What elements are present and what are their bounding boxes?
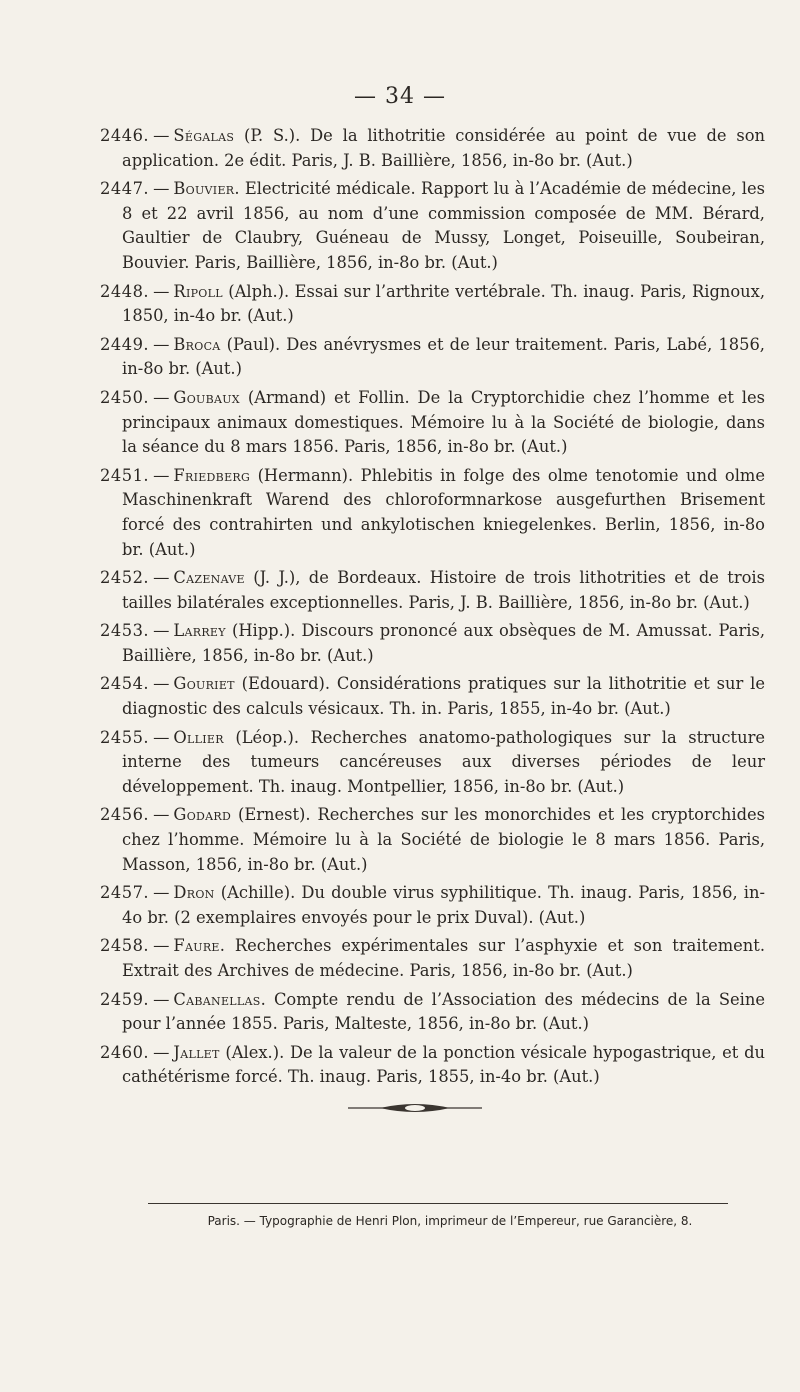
- entry-author: Cabanellas: [173, 989, 261, 1009]
- list-item: 2447. — Bouvier. Electricité médicale. Rapport lu à l’Académie de médecine, les 8 et 22 avril 1856, au nom d’une commission composée de MM. Bérard, Gaultier de Claubry, Guéneau de Mussy, Longet, Poiseuille, Soubeiran, Bouvier. Paris, Baillière, 1856, in-8o br. (Aut.): [100, 179, 765, 272]
- entry-text: (P. S.). De la lithotritie considérée au point de vue de son application. 2e édit. Paris, J. B. Baillière, 1856, in-8o br. (Aut.): [122, 126, 765, 170]
- entry-author: Broca: [173, 334, 221, 354]
- entry-author: Friedberg: [173, 465, 251, 485]
- page-number: — 34 —: [354, 84, 446, 109]
- entry-number: 2457.: [100, 883, 150, 903]
- entry-number: 2456.: [100, 805, 150, 825]
- entry-text: (Léop.). Recherches anatomo-pathologiques sur la structure interne des tumeurs cancéreuses aux diverses périodes de leur développement. Th. inaug. Montpellier, 1856, in-8o br. (Aut.): [122, 727, 765, 796]
- entry-number: 2450.: [100, 387, 150, 407]
- entry-author: Gouriet: [173, 674, 235, 694]
- bibliography-list: [100, 124, 765, 1094]
- entry-text: (Ernest). Recherches sur les monorchides et les cryptorchides chez l’homme. Mémoire lu à la Société de biologie le 8 mars 1856. Paris, Masson, 1856, in-8o br. (Aut.): [122, 805, 765, 874]
- entry-number: 2446.: [100, 126, 150, 145]
- entry-number: 2454.: [100, 674, 150, 694]
- list-item: 2455. — Ollier (Léop.). Recherches anatomo-pathologiques sur la structure interne des tumeurs cancéreuses aux diverses périodes de leur développement. Th. inaug. Montpellier, 1856, in-8o br. (Aut.): [100, 727, 765, 796]
- list-item: 2457. — Dron (Achille). Du double virus syphilitique. Th. inaug. Paris, 1856, in-4o br. (2 exemplaires envoyés pour le prix Duval). (Aut.): [100, 883, 765, 927]
- list-item: 2456. — Godard (Ernest). Recherches sur les monorchides et les cryptorchides chez l’homme. Mémoire lu à la Société de biologie le 8 mars 1856. Paris, Masson, 1856, in-8o br. (Aut.): [100, 805, 765, 874]
- entry-author: Ségalas: [173, 126, 235, 145]
- entry-author: Goubaux: [173, 387, 240, 407]
- entry-author: Faure: [173, 936, 220, 956]
- printer-imprint: Paris. — Typographie de Henri Plon, imprimeur de l’Empereur, rue Garancière, 8.: [207, 1214, 693, 1228]
- entry-text: . Electricité médicale. Rapport lu à l’Académie de médecine, les 8 et 22 avril 1856, au nom d’une commission composée de MM. Bérard, Gaultier de Claubry, Guéneau de Mussy, Longet, Poiseuille, Soubeiran, Bouvier. Paris, Baillière, 1856, in-8o br. (Aut.): [122, 179, 765, 272]
- entry-author: Bouvier: [173, 179, 235, 199]
- entry-number: 2449.: [100, 334, 150, 354]
- entry-text: . Compte rendu de l’Association des médecins de la Seine pour l’année 1855. Paris, Malteste, 1856, in-8o br. (Aut.): [122, 989, 765, 1034]
- ornament-divider: [340, 1098, 490, 1118]
- list-item: 2454. — Gouriet (Edouard). Considérations pratiques sur la lithotritie et sur le diagnostic des calculs vésicaux. Th. in. Paris, 1855, in-4o br. (Aut.): [100, 674, 765, 719]
- entry-text: (Hipp.). Discours prononcé aux obsèques de M. Amussat. Paris, Baillière, 1856, in-8o br. (Aut.): [122, 621, 765, 665]
- entry-author: Ripoll: [173, 281, 223, 301]
- entry-number: 2452.: [100, 568, 150, 588]
- entry-author: Jallet: [173, 1042, 220, 1062]
- entry-number: 2448.: [100, 281, 150, 301]
- entry-number: 2451.: [100, 465, 150, 485]
- entry-text: (Alph.). Essai sur l’arthrite vertébrale. Th. inaug. Paris, Rignoux, 1850, in-4o br. (Aut.): [122, 281, 765, 326]
- entry-number: 2453.: [100, 621, 150, 641]
- entry-text: (Hermann). Phlebitis in folge des olme tenotomie und olme Maschinenkraft Warend des chloroformnarkose ausgefurthen Brisement forcé des contrahirten und ankylotischen kniegelenkes. Berlin, 1856, in-8o br. (Aut.): [122, 465, 765, 559]
- list-item: 2453. — Larrey (Hipp.). Discours prononcé aux obsèques de M. Amussat. Paris, Baillière, 1856, in-8o br. (Aut.): [100, 621, 765, 665]
- entry-author: Cazenave: [173, 568, 245, 588]
- entry-number: 2459.: [100, 989, 150, 1009]
- entry-author: Godard: [173, 805, 232, 825]
- entry-number: 2447.: [100, 179, 150, 199]
- entry-number: 2458.: [100, 936, 150, 956]
- list-item: 2460. — Jallet (Alex.). De la valeur de la ponction vésicale hypogastrique, et du cathétérisme forcé. Th. inaug. Paris, 1855, in-4o br. (Aut.): [100, 1042, 765, 1087]
- entry-number: 2455.: [100, 727, 150, 747]
- entry-author: Dron: [173, 883, 215, 903]
- entry-author: Ollier: [173, 727, 224, 747]
- entry-text: (Achille). Du double virus syphilitique. Th. inaug. Paris, 1856, in-4o br. (2 exemplaires envoyés pour le prix Duval). (Aut.): [122, 883, 765, 927]
- entry-number: 2460.: [100, 1042, 150, 1062]
- list-item: 2446. — Ségalas (P. S.). De la lithotritie considérée au point de vue de son application. 2e édit. Paris, J. B. Baillière, 1856, in-8o br. (Aut.): [100, 126, 765, 170]
- list-item: 2452. — Cazenave (J. J.), de Bordeaux. Histoire de trois lithotrities et de trois tailles bilatérales exceptionnelles. Paris, J. B. Baillière, 1856, in-8o br. (Aut.): [100, 568, 765, 612]
- entry-text: (J. J.), de Bordeaux. Histoire de trois lithotrities et de trois tailles bilatérales exceptionnelles. Paris, J. B. Baillière, 1856, in-8o br. (Aut.): [122, 568, 765, 612]
- entry-text: (Armand) et Follin. De la Cryptorchidie chez l’homme et les principaux animaux domestiques. Mémoire lu à la Société de biologie, dans la séance du 8 mars 1856. Paris, 1856, in-8o br. (Aut.): [122, 387, 765, 457]
- list-item: 2448. — Ripoll (Alph.). Essai sur l’arthrite vertébrale. Th. inaug. Paris, Rignoux, 1850, in-4o br. (Aut.): [100, 281, 765, 326]
- list-item: 2451. — Friedberg (Hermann). Phlebitis in folge des olme tenotomie und olme Maschinenkraft Warend des chloroformnarkose ausgefurthen Brisement forcé des contrahirten und ankylotischen kniegelenkes. Berlin, 1856, in-8o br. (Aut.): [100, 465, 765, 559]
- entry-author: Larrey: [173, 621, 226, 641]
- entry-text: (Paul). Des anévrysmes et de leur traitement. Paris, Labé, 1856, in-8o br. (Aut.): [122, 334, 765, 379]
- list-item: 2449. — Broca (Paul). Des anévrysmes et de leur traitement. Paris, Labé, 1856, in-8o br. (Aut.): [100, 334, 765, 379]
- list-item: 2458. — Faure. Recherches expérimentales sur l’asphyxie et son traitement. Extrait des Archives de médecine. Paris, 1856, in-8o br. (Aut.): [100, 936, 765, 980]
- entry-text: (Edouard). Considérations pratiques sur la lithotritie et sur le diagnostic des calculs vésicaux. Th. in. Paris, 1855, in-4o br. (Aut.): [122, 674, 765, 719]
- list-item: 2459. — Cabanellas. Compte rendu de l’Association des médecins de la Seine pour l’année 1855. Paris, Malteste, 1856, in-8o br. (Aut.): [100, 989, 765, 1034]
- list-item: 2450. — Goubaux (Armand) et Follin. De la Cryptorchidie chez l’homme et les principaux animaux domestiques. Mémoire lu à la Société de biologie, dans la séance du 8 mars 1856. Paris, 1856, in-8o br. (Aut.): [100, 387, 765, 457]
- footer-rule: [148, 1203, 728, 1204]
- entry-text: (Alex.). De la valeur de la ponction vésicale hypogastrique, et du cathétérisme forcé. Th. inaug. Paris, 1855, in-4o br. (Aut.): [122, 1042, 765, 1087]
- entry-text: . Recherches expérimentales sur l’asphyxie et son traitement. Extrait des Archives de médecine. Paris, 1856, in-8o br. (Aut.): [122, 936, 765, 980]
